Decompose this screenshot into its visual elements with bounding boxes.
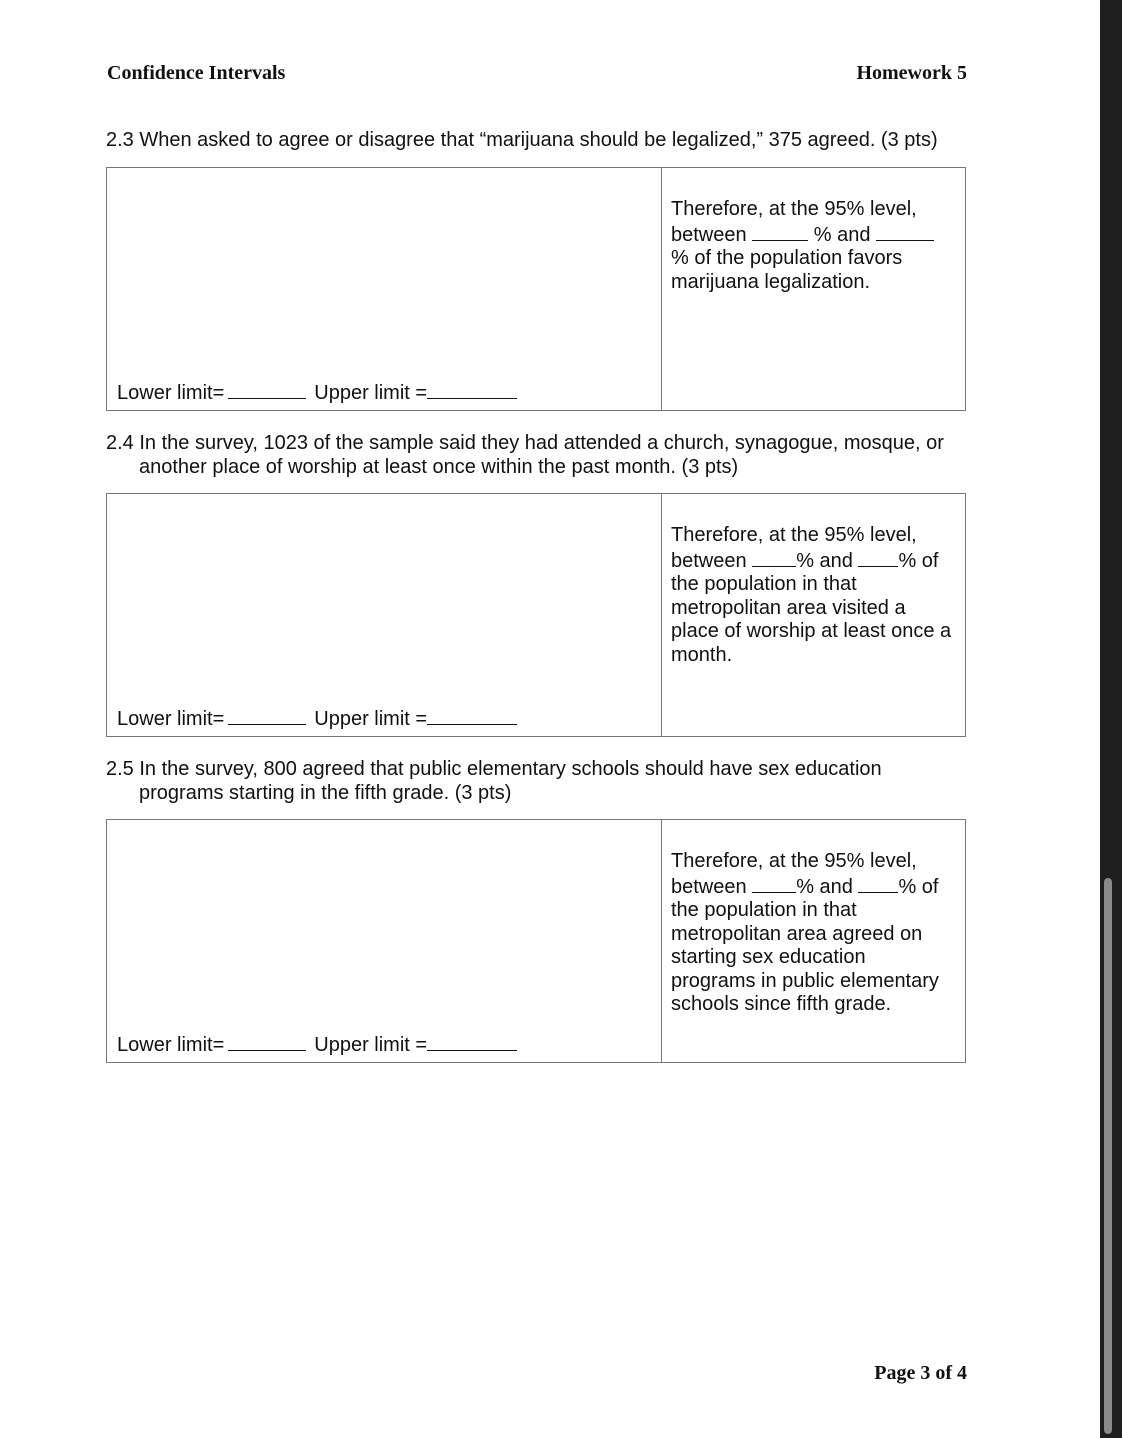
conclusion-line: programs in public elementary	[671, 969, 939, 992]
lower-limit-blank[interactable]	[228, 706, 306, 725]
scrollbar-thumb[interactable]	[1104, 878, 1112, 1434]
lower-percent-blank[interactable]	[752, 548, 796, 567]
work-area[interactable]	[107, 820, 662, 1062]
conclusion-line: Therefore, at the 95% level,	[671, 850, 917, 872]
question-text-cont: programs starting in the fifth grade. (3 pts)	[139, 782, 512, 804]
document-title: Confidence Intervals	[107, 62, 286, 84]
conclusion-text	[662, 820, 965, 1062]
question-text-cont: another place of worship at least once within the past month. (3 pts)	[139, 456, 739, 478]
lower-limit-blank[interactable]	[228, 1032, 306, 1051]
upper-limit-label: Upper limit =	[314, 1034, 428, 1056]
lower-limit-label: Lower limit=	[117, 1034, 225, 1056]
conclusion-line: metropolitan area agreed on	[671, 922, 923, 945]
question-2-4	[106, 431, 976, 479]
work-area[interactable]	[107, 168, 662, 410]
conclusion-line: the population in that	[671, 573, 857, 595]
limits-row	[117, 706, 517, 731]
conclusion-line: month.	[671, 643, 733, 666]
upper-limit-blank[interactable]	[427, 706, 517, 725]
question-text: 2.4 In the survey, 1023 of the sample said they had attended a church, synagogue, mosque, or	[106, 432, 944, 454]
upper-limit-label: Upper limit =	[314, 708, 428, 730]
conclusion-line: % of	[898, 549, 939, 572]
question-text: 2.3 When asked to agree or disagree that “marijuana should be legalized,” 375 agreed. (3 pts)	[106, 129, 938, 151]
lower-percent-blank[interactable]	[752, 222, 808, 241]
lower-limit-label: Lower limit=	[117, 382, 225, 404]
conclusion-line: % and	[796, 549, 853, 572]
conclusion-line: between	[671, 549, 747, 572]
conclusion-line: Therefore, at the 95% level,	[671, 198, 917, 220]
answer-box-2-4	[106, 493, 966, 737]
lower-limit-label: Lower limit=	[117, 708, 225, 730]
conclusion-line: % and	[796, 875, 853, 898]
conclusion-line: % and	[813, 223, 871, 246]
conclusion-line: % of the population favors	[671, 247, 903, 269]
answer-box-2-3	[106, 167, 966, 411]
conclusion-line: between	[671, 223, 747, 246]
conclusion-line: Therefore, at the 95% level,	[671, 524, 917, 546]
upper-limit-blank[interactable]	[427, 380, 517, 399]
conclusion-line: schools since fifth grade.	[671, 993, 892, 1015]
upper-limit-blank[interactable]	[427, 1032, 517, 1051]
conclusion-line: % of	[898, 875, 939, 898]
upper-percent-blank[interactable]	[858, 548, 898, 567]
conclusion-text	[662, 168, 965, 410]
question-2-3	[106, 128, 976, 152]
question-text: 2.5 In the survey, 800 agreed that public elementary schools should have sex education	[106, 758, 882, 780]
conclusion-line: the population in that	[671, 899, 857, 921]
limits-row	[117, 380, 517, 405]
conclusion-text	[662, 494, 965, 736]
conclusion-line: place of worship at least once a	[671, 620, 952, 642]
page-number: Page 3 of 4	[874, 1362, 967, 1384]
conclusion-line: metropolitan area visited a	[671, 596, 906, 619]
work-area[interactable]	[107, 494, 662, 736]
homework-label: Homework 5	[856, 62, 967, 84]
conclusion-line: between	[671, 875, 747, 898]
question-2-5	[106, 757, 976, 805]
lower-percent-blank[interactable]	[752, 874, 796, 893]
upper-percent-blank[interactable]	[876, 222, 934, 241]
lower-limit-blank[interactable]	[228, 380, 306, 399]
conclusion-line: marijuana legalization.	[671, 270, 871, 293]
conclusion-line: starting sex education	[671, 946, 866, 968]
upper-limit-label: Upper limit =	[314, 382, 428, 404]
upper-percent-blank[interactable]	[858, 874, 898, 893]
limits-row	[117, 1032, 517, 1057]
answer-box-2-5	[106, 819, 966, 1063]
